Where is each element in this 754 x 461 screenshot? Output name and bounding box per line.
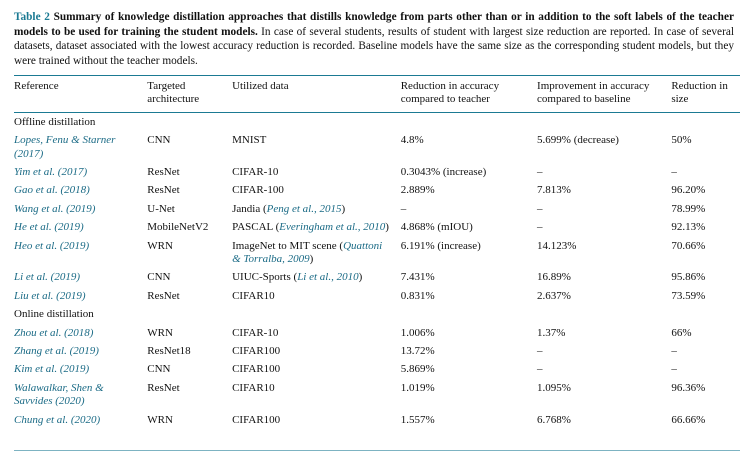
cell-architecture: ResNet	[147, 184, 180, 197]
cell-utilized-data	[232, 342, 401, 360]
cell-reduction-size: 78.99%	[671, 202, 706, 215]
cell-improvement-accuracy: –	[537, 202, 543, 215]
reference-link[interactable]: Walawalkar, Shen & Savvides (2020)	[14, 381, 104, 408]
cell-reference[interactable]	[14, 219, 147, 237]
dataset-citation-close: )	[341, 202, 346, 215]
dataset-citation-link[interactable]: Li et al., 2010	[297, 271, 359, 284]
cell-utilized-data	[232, 237, 401, 269]
cell-reduction-accuracy: 1.019%	[400, 381, 435, 394]
reference-link[interactable]: Heo et al. (2019)	[14, 239, 90, 252]
cell-improvement-accuracy: 6.768%	[537, 413, 571, 426]
column-header-utilized-data: Utilized data	[232, 75, 401, 113]
table-row	[14, 237, 740, 269]
dataset-name: UIUC-Sports (	[232, 271, 298, 284]
cell-reduction-size: 50%	[671, 134, 692, 147]
cell-reduction-size: –	[671, 344, 677, 357]
reference-link[interactable]: Zhang et al. (2019)	[14, 344, 99, 357]
dataset-name: CIFAR100	[232, 363, 281, 376]
cell-reduction-accuracy: 1.006%	[400, 326, 435, 339]
cell-architecture: CNN	[147, 134, 171, 147]
cell-architecture: WRN	[147, 239, 173, 252]
cell-reduction-accuracy: 4.8%	[400, 134, 424, 147]
caption-bold-text: Summary of knowledge distillation approaches that distills knowledge from parts other than or in addition to the soft labels of the teacher models to be used for training the student models.	[14, 11, 734, 38]
cell-reference[interactable]	[14, 324, 147, 342]
cell-utilized-data	[232, 324, 401, 342]
table-row	[14, 379, 740, 411]
cell-reference[interactable]	[14, 163, 147, 181]
reference-link[interactable]: Lopes, Fenu & Starner (2017)	[14, 134, 116, 160]
cell-architecture: CNN	[147, 271, 171, 284]
cell-improvement-accuracy: 2.637%	[537, 289, 571, 302]
column-header-reduction-accuracy: Reduction in accuracy compared to teacher	[401, 75, 537, 113]
cell-utilized-data	[232, 163, 401, 181]
column-header-reference: Reference	[14, 75, 147, 113]
cell-reduction-size: 92.13%	[671, 221, 706, 234]
table-row	[14, 361, 740, 379]
cell-reduction-accuracy: 0.3043% (increase)	[400, 165, 487, 178]
cell-reference[interactable]	[14, 379, 147, 411]
cell-utilized-data	[232, 411, 401, 429]
column-header-reduction-size: Reduction in size	[671, 75, 740, 113]
cell-architecture: U-Net	[147, 202, 175, 215]
cell-architecture: ResNet	[147, 289, 180, 302]
distillation-summary-table	[14, 75, 740, 430]
dataset-name: CIFAR10	[232, 381, 275, 394]
reference-link[interactable]: Kim et al. (2019)	[14, 363, 90, 376]
cell-utilized-data	[232, 269, 401, 287]
cell-architecture: ResNet	[147, 381, 180, 394]
dataset-citation-link[interactable]: Everingham et al., 2010	[279, 221, 386, 234]
section-title: Online distillation	[14, 308, 94, 321]
dataset-citation-link[interactable]: Quattoni & Torralba, 2009	[232, 239, 383, 265]
reference-link[interactable]: Wang et al. (2019)	[14, 202, 96, 215]
table-header	[14, 75, 740, 113]
cell-reduction-accuracy: 0.831%	[400, 289, 435, 302]
cell-reduction-size: 96.36%	[671, 381, 706, 394]
cell-utilized-data	[232, 219, 401, 237]
cell-improvement-accuracy: 1.095%	[537, 381, 571, 394]
table-row	[14, 411, 740, 429]
section-title: Offline distillation	[14, 115, 96, 128]
cell-reduction-size: –	[671, 363, 677, 376]
table-row	[14, 200, 740, 218]
dataset-name: CIFAR-10	[232, 326, 279, 339]
cell-utilized-data	[232, 200, 401, 218]
cell-reduction-size: 95.86%	[671, 271, 706, 284]
cell-reduction-size: –	[671, 165, 677, 178]
cell-reduction-accuracy: 7.431%	[400, 271, 435, 284]
cell-reference[interactable]	[14, 200, 147, 218]
dataset-citation-link[interactable]: Peng et al., 2015	[266, 202, 342, 215]
cell-reference[interactable]	[14, 132, 147, 164]
table-row	[14, 287, 740, 305]
cell-improvement-accuracy: 1.37%	[537, 326, 566, 339]
cell-improvement-accuracy: 16.89%	[537, 271, 571, 284]
cell-improvement-accuracy: 14.123%	[537, 239, 577, 252]
section-header-row	[14, 306, 740, 324]
cell-architecture: WRN	[147, 326, 173, 339]
reference-link[interactable]: Zhou et al. (2018)	[14, 326, 94, 339]
table-label: Table 2	[14, 11, 50, 23]
cell-reference[interactable]	[14, 411, 147, 429]
reference-link[interactable]: Li et al. (2019)	[14, 271, 80, 284]
cell-utilized-data	[232, 379, 401, 411]
cell-architecture: CNN	[147, 363, 171, 376]
cell-utilized-data	[232, 132, 401, 164]
cell-improvement-accuracy: –	[537, 165, 543, 178]
table-row	[14, 342, 740, 360]
cell-improvement-accuracy: –	[537, 221, 543, 234]
dataset-name: CIFAR100	[232, 413, 281, 426]
cell-reference[interactable]	[14, 287, 147, 305]
reference-link[interactable]: Gao et al. (2018)	[14, 184, 90, 197]
cell-reduction-size: 96.20%	[671, 184, 706, 197]
cell-reduction-accuracy: 13.72%	[400, 344, 435, 357]
cell-improvement-accuracy: –	[537, 363, 543, 376]
table-caption	[14, 10, 740, 69]
cell-reduction-accuracy: 5.869%	[400, 363, 435, 376]
table-body	[14, 113, 740, 430]
dataset-name: PASCAL (	[232, 221, 280, 234]
cell-reference[interactable]	[14, 182, 147, 200]
section-header-row	[14, 113, 740, 132]
reference-link[interactable]: Liu et al. (2019)	[14, 289, 86, 302]
cell-architecture: ResNet	[147, 165, 180, 178]
cell-reduction-size: 66%	[671, 326, 692, 339]
cell-reference[interactable]	[14, 269, 147, 287]
table-row	[14, 219, 740, 237]
page-fade-overlay	[0, 445, 754, 461]
cell-reference[interactable]	[14, 237, 147, 269]
cell-architecture: WRN	[147, 413, 173, 426]
cell-improvement-accuracy: 5.699% (decrease)	[537, 134, 619, 147]
caption-rest-text: In case of several students, results of student with largest size reduction are reported. In case of several datasets, dataset associated with the lowest accuracy reduction is recorded. Baseline models have the same size as the corresponding student models, but they were trained without the teacher models.	[14, 25, 734, 68]
dataset-name: CIFAR-10	[232, 165, 279, 178]
cell-utilized-data	[232, 361, 401, 379]
dataset-citation-close: )	[385, 221, 389, 234]
cell-reference[interactable]	[14, 361, 147, 379]
cell-utilized-data	[232, 287, 401, 305]
cell-reduction-size: 66.66%	[671, 413, 706, 426]
table-row	[14, 182, 740, 200]
cell-architecture: ResNet18	[147, 344, 191, 357]
dataset-name: CIFAR100	[232, 344, 281, 357]
cell-reduction-accuracy: 6.191% (increase)	[400, 239, 481, 252]
table-row	[14, 163, 740, 181]
cell-improvement-accuracy: –	[537, 344, 543, 357]
table-row	[14, 132, 740, 164]
dataset-name: Jandia (	[232, 202, 267, 215]
reference-link[interactable]: Chung et al. (2020)	[14, 413, 101, 426]
table-row	[14, 269, 740, 287]
cell-reduction-size: 73.59%	[671, 289, 706, 302]
dataset-name: CIFAR-100	[232, 184, 284, 197]
cell-utilized-data	[232, 182, 401, 200]
dataset-citation-close: )	[358, 271, 363, 284]
column-header-architecture: Targeted architecture	[147, 75, 232, 113]
cell-reduction-accuracy: –	[400, 202, 407, 215]
dataset-name: CIFAR10	[232, 289, 275, 302]
cell-reduction-accuracy: 1.557%	[400, 413, 435, 426]
cell-reduction-size: 70.66%	[671, 239, 706, 252]
cell-improvement-accuracy: 7.813%	[537, 184, 571, 197]
cell-reference[interactable]	[14, 342, 147, 360]
cell-architecture: MobileNetV2	[147, 221, 209, 234]
table-row	[14, 324, 740, 342]
reference-link[interactable]: He et al. (2019)	[14, 221, 84, 234]
cell-reduction-accuracy: 4.868% (mIOU)	[400, 221, 473, 234]
dataset-name: MNIST	[232, 134, 267, 147]
column-header-improvement-accuracy: Improvement in accuracy compared to baseline	[537, 75, 671, 113]
dataset-name: ImageNet to MIT scene (	[232, 239, 344, 252]
reference-link[interactable]: Yim et al. (2017)	[14, 165, 88, 178]
table-header-row	[14, 75, 740, 113]
cell-reduction-accuracy: 2.889%	[400, 184, 435, 197]
table-bottom-rule	[14, 450, 740, 451]
dataset-citation-close: )	[309, 252, 314, 265]
